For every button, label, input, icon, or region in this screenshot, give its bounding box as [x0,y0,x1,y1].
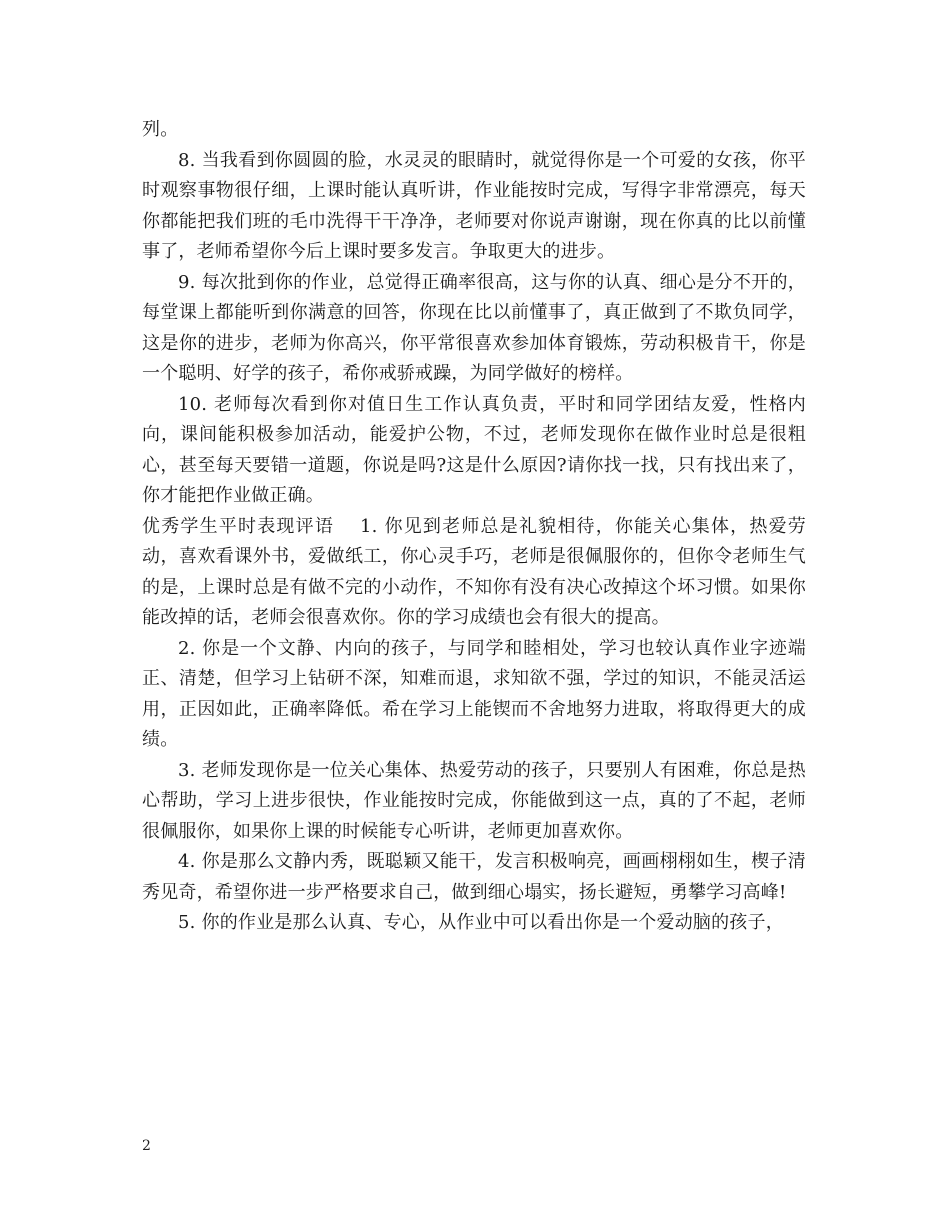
paragraph-continuation: 列。 [142,119,179,140]
page-number: 2 [142,1138,151,1154]
paragraph-comment-4: 4. 你是那么文静内秀，既聪颖又能干，发言积极响亮，画画栩栩如生，楔子清秀见奇，希望你进一步严格要求自己，做到细心塌实，扬长避短，勇攀学习高峰! [142,851,806,903]
paragraph-comment-3: 3. 老师发现你是一位关心集体、热爱劳动的孩子，只要别人有困难，你总是热心帮助，学习上进步很快，作业能按时完成，你能做到这一点，真的了不起，老师很佩服你，如果你上课的时候能专心听讲，老师更加喜欢你。 [142,759,806,842]
paragraph-comment-8: 8. 当我看到你圆圆的脸，水灵灵的眼睛时，就觉得你是一个可爱的女孩，你平时观察事物很仔细，上课时能认真听讲，作业能按时完成，写得字非常漂亮，每天你都能把我们班的毛巾洗得干干净净，老师要对你说声谢谢，现在你真的比以前懂事了，老师希望你今后上课时要多发言。争取更大的进步。 [142,149,806,262]
paragraph-comment-2: 2. 你是一个文静、内向的孩子，与同学和睦相处，学习也较认真作业字迹端正、清楚，但学习上钻研不深，知难而退，求知欲不强，学过的知识，不能灵活运用，正因如此，正确率降低。希在学习上能锲而不舍地努力进取，将取得更大的成绩。 [142,637,806,750]
paragraph-comment-5: 5. 你的作业是那么认真、专心，从作业中可以看出你是一个爱动脑的孩子， [178,912,784,933]
section-paragraph [142,512,806,634]
paragraph-comment-9: 9. 每次批到你的作业，总觉得正确率很高，这与你的认真、细心是分不开的，每堂课上都能听到你满意的回答，你现在比以前懂事了，真正做到了不欺负同学，这是你的进步，老师为你高兴，你平常很喜欢参加体育锻炼，劳动积极肯干，你是一个聪明、好学的孩子，希你戒骄戒躁，为同学做好的榜样。 [142,271,806,384]
section-title: 优秀学生平时表现评语 [142,515,335,537]
section-comment-1: 1. 你见到老师总是礼貌相待，你能关心集体，热爱劳动，喜欢看课外书，爱做纸工，你心灵手巧，老师是很佩服你的，但你令老师生气的是，上课时总是有做不完的小动作，不知你有没有决心改掉这个坏习惯。如果你能改掉的话，老师会很喜欢你。你的学习成绩也会有很大的提高。 [142,515,806,628]
document-body [142,115,806,939]
paragraph-comment-10: 10. 老师每次看到你对值日生工作认真负责，平时和同学团结友爱，性格内向，课间能积极参加活动，能爱护公物，不过，老师发现你在做作业时总是很粗心，甚至每天要错一道题，你说是吗?这是什么原因?请你找一找，只有找出来了，你才能把作业做正确。 [142,393,806,506]
